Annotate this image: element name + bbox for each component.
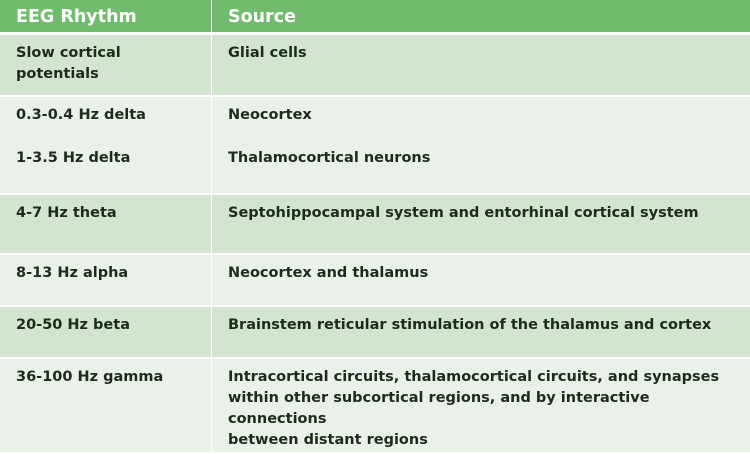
- table-row-source-cell: [212, 97, 750, 195]
- rhythm-text: 20-50 Hz beta: [16, 317, 130, 333]
- source-text: Intracortical circuits, thalamocortical circuits, and synapses: [228, 369, 720, 385]
- source-text: Neocortex: [228, 107, 312, 123]
- table-row-rhythm-cell: [0, 35, 212, 97]
- rhythm-text: 1-3.5 Hz delta: [16, 150, 131, 166]
- table-row-source-cell: [212, 307, 750, 359]
- table-row-rhythm-cell: [0, 307, 212, 359]
- table-row-rhythm-cell: [0, 97, 212, 195]
- source-text: Septohippocampal system and entorhinal cortical system: [228, 205, 699, 221]
- source-text: Brainstem reticular stimulation of the thalamus and cortex: [228, 317, 712, 333]
- rhythm-text: 0.3-0.4 Hz delta: [16, 107, 146, 123]
- source-text: between distant regions: [228, 432, 428, 448]
- source-text: within other subcortical regions, and by interactive connections: [228, 390, 650, 427]
- rhythm-text: Slow cortical: [16, 45, 121, 61]
- table-row-source-cell: [212, 255, 750, 307]
- table-row-source-cell: [212, 35, 750, 97]
- table-row-source-cell: [212, 195, 750, 255]
- rhythm-text: 36-100 Hz gamma: [16, 369, 164, 385]
- rhythm-text: 4-7 Hz theta: [16, 205, 117, 221]
- column-header-source: Source: [212, 0, 750, 35]
- source-text: Neocortex and thalamus: [228, 265, 429, 281]
- rhythm-text: potentials: [16, 66, 99, 82]
- table-row-rhythm-cell: [0, 359, 212, 454]
- column-header-eeg-rhythm: EEG Rhythm: [0, 0, 212, 35]
- table-row-rhythm-cell: [0, 195, 212, 255]
- rhythm-text: 8-13 Hz alpha: [16, 265, 129, 281]
- table-row-source-cell: [212, 359, 750, 454]
- table-row-rhythm-cell: [0, 255, 212, 307]
- source-text: Thalamocortical neurons: [228, 150, 431, 166]
- source-text: Glial cells: [228, 45, 307, 61]
